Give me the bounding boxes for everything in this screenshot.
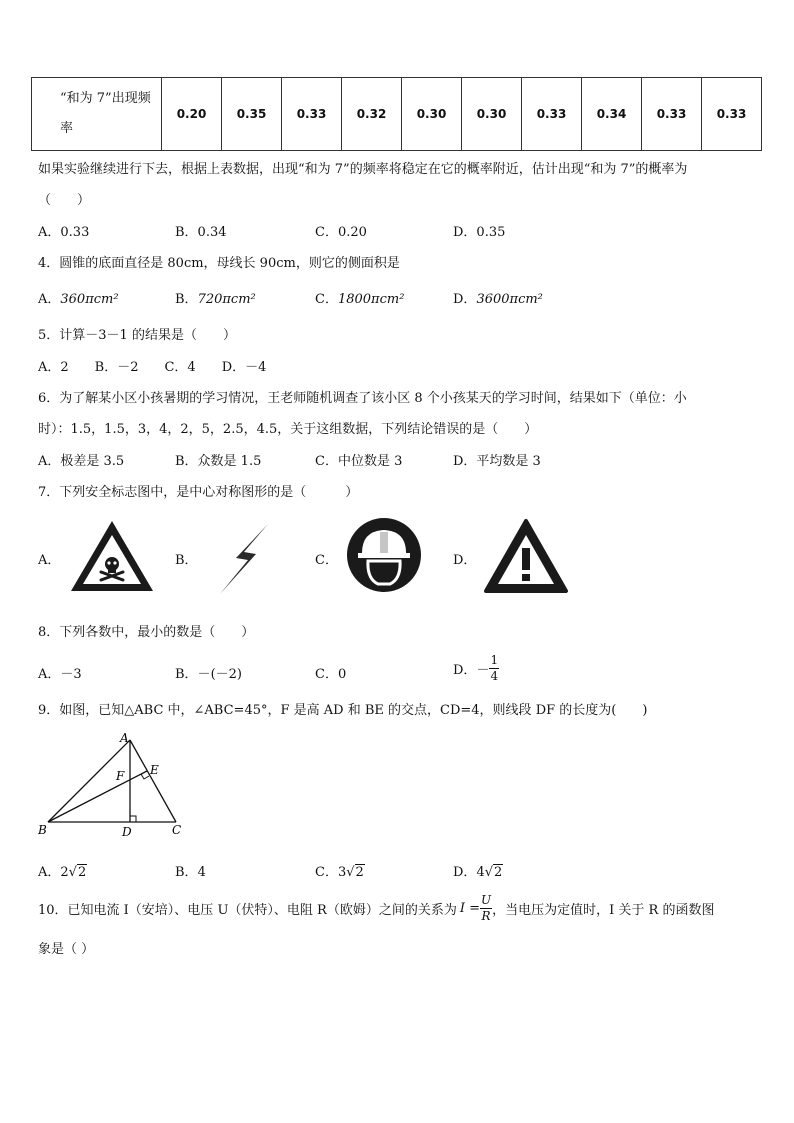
q8-stem: 8．下列各数中，最小的数是（ ） xyxy=(38,625,255,640)
table-cell: 0.34 xyxy=(582,78,642,151)
table-header-line1: “和为 7”出现频 xyxy=(60,91,151,106)
point-label-e: E xyxy=(150,763,159,777)
exclamation-warning-icon xyxy=(483,518,569,594)
q8-option-a: A．－3 xyxy=(38,667,82,682)
q5-stem: 5．计算－3－1 的结果是（ ） xyxy=(38,328,236,343)
q7-option-b-label: B． xyxy=(175,553,198,568)
frequency-table xyxy=(31,77,762,151)
q3-option-c: C．0.20 xyxy=(315,225,367,240)
table-cell: 0.20 xyxy=(162,78,222,151)
table-cell: 0.33 xyxy=(642,78,702,151)
formula-fraction: $\frac{U}{R}$ xyxy=(481,893,492,923)
q9-option-c: C．3√2 xyxy=(315,865,364,880)
q5-options: A．2 B．－2 C．4 D．－4 xyxy=(38,360,267,375)
point-label-b: B xyxy=(38,823,47,837)
q9-option-d: D．4√2 xyxy=(453,865,503,880)
lightning-bolt-icon xyxy=(218,522,270,596)
q6-stem-line1: 6．为了解某小区小孩暑期的学习情况，王老师随机调查了该小区 8 个小孩某天的学习时间，结果如下（单位：小 xyxy=(38,391,687,406)
triangle-figure xyxy=(36,730,186,838)
table-cell: 0.33 xyxy=(702,78,762,151)
point-label-c: C xyxy=(172,823,182,837)
q6-option-d: D．平均数是 3 xyxy=(453,454,541,469)
q10-stem-line2: 象是（ ） xyxy=(38,942,95,957)
q3-stem-line1: 如果实验继续进行下去，根据上表数据，出现“和为 7”的频率将稳定在它的概率附近，估计出现“和为 7”的概率为 xyxy=(38,162,688,177)
table-row xyxy=(32,78,762,151)
q3-option-b: B．0.34 xyxy=(175,225,227,240)
q6-option-c: C．中位数是 3 xyxy=(315,454,403,469)
q4-option-d: D．3600πcm² xyxy=(453,292,543,307)
q6-stem-line2: 时）：1.5，1.5，3，4，2，5，2.5，4.5，关于这组数据，下列结论错误的是（ ） xyxy=(38,422,538,437)
q3-stem-line2: （ ） xyxy=(38,193,91,208)
table-cell: 0.33 xyxy=(522,78,582,151)
fraction: $\frac{1}{4}$ xyxy=(490,653,499,683)
q7-option-c-label: C． xyxy=(315,553,338,568)
q4-option-b: B．720πcm² xyxy=(175,292,256,307)
table-cell: 0.30 xyxy=(402,78,462,151)
q7-option-a-label: A． xyxy=(38,553,61,568)
q4-option-a: A．360πcm² xyxy=(38,292,119,307)
table-header-line2: 率 xyxy=(60,121,74,136)
q7-stem: 7．下列安全标志图中，是中心对称图形的是（ ） xyxy=(38,485,359,500)
q9-option-b: B．4 xyxy=(175,865,206,880)
table-header-cell xyxy=(32,78,162,151)
q4-stem: 4．圆锥的底面直径是 80cm，母线长 90cm，则它的侧面积是 xyxy=(38,256,400,271)
q6-option-a: A．极差是 3.5 xyxy=(38,454,125,469)
q8-option-b: B．－(－2) xyxy=(175,667,242,682)
q8-option-d: D．－ $\frac{1}{4}$ xyxy=(453,653,499,683)
q4-option-c: C．1800πcm² xyxy=(315,292,405,307)
table-cell: 0.30 xyxy=(462,78,522,151)
q9-stem: 9．如图，已知△ABC 中，∠ABC=45°，F 是高 AD 和 BE 的交点，CD=4，则线段 DF 的长度为( ) xyxy=(38,703,648,718)
table-cell: 0.33 xyxy=(282,78,342,151)
q8-option-c: C．0 xyxy=(315,667,347,682)
table-cell: 0.32 xyxy=(342,78,402,151)
q3-option-a: A．0.33 xyxy=(38,225,90,240)
q9-option-a: A．2√2 xyxy=(38,865,87,880)
point-label-f: F xyxy=(116,769,125,783)
q7-option-d-label: D． xyxy=(453,553,477,568)
point-label-a: A xyxy=(120,731,129,745)
point-label-d: D xyxy=(122,825,132,838)
hard-hat-sign-icon xyxy=(346,517,422,593)
poison-warning-icon xyxy=(68,518,156,594)
q10-stem-line1: 10．已知电流 I（安培）、电压 U（伏特）、电阻 R（欧姆）之间的关系为 I = $\frac{U}{R}$ ，当电压为定值时，I 关于 R 的函数图 xyxy=(38,893,715,923)
q3-option-d: D．0.35 xyxy=(453,225,506,240)
q6-option-b: B．众数是 1.5 xyxy=(175,454,262,469)
table-cell: 0.35 xyxy=(222,78,282,151)
